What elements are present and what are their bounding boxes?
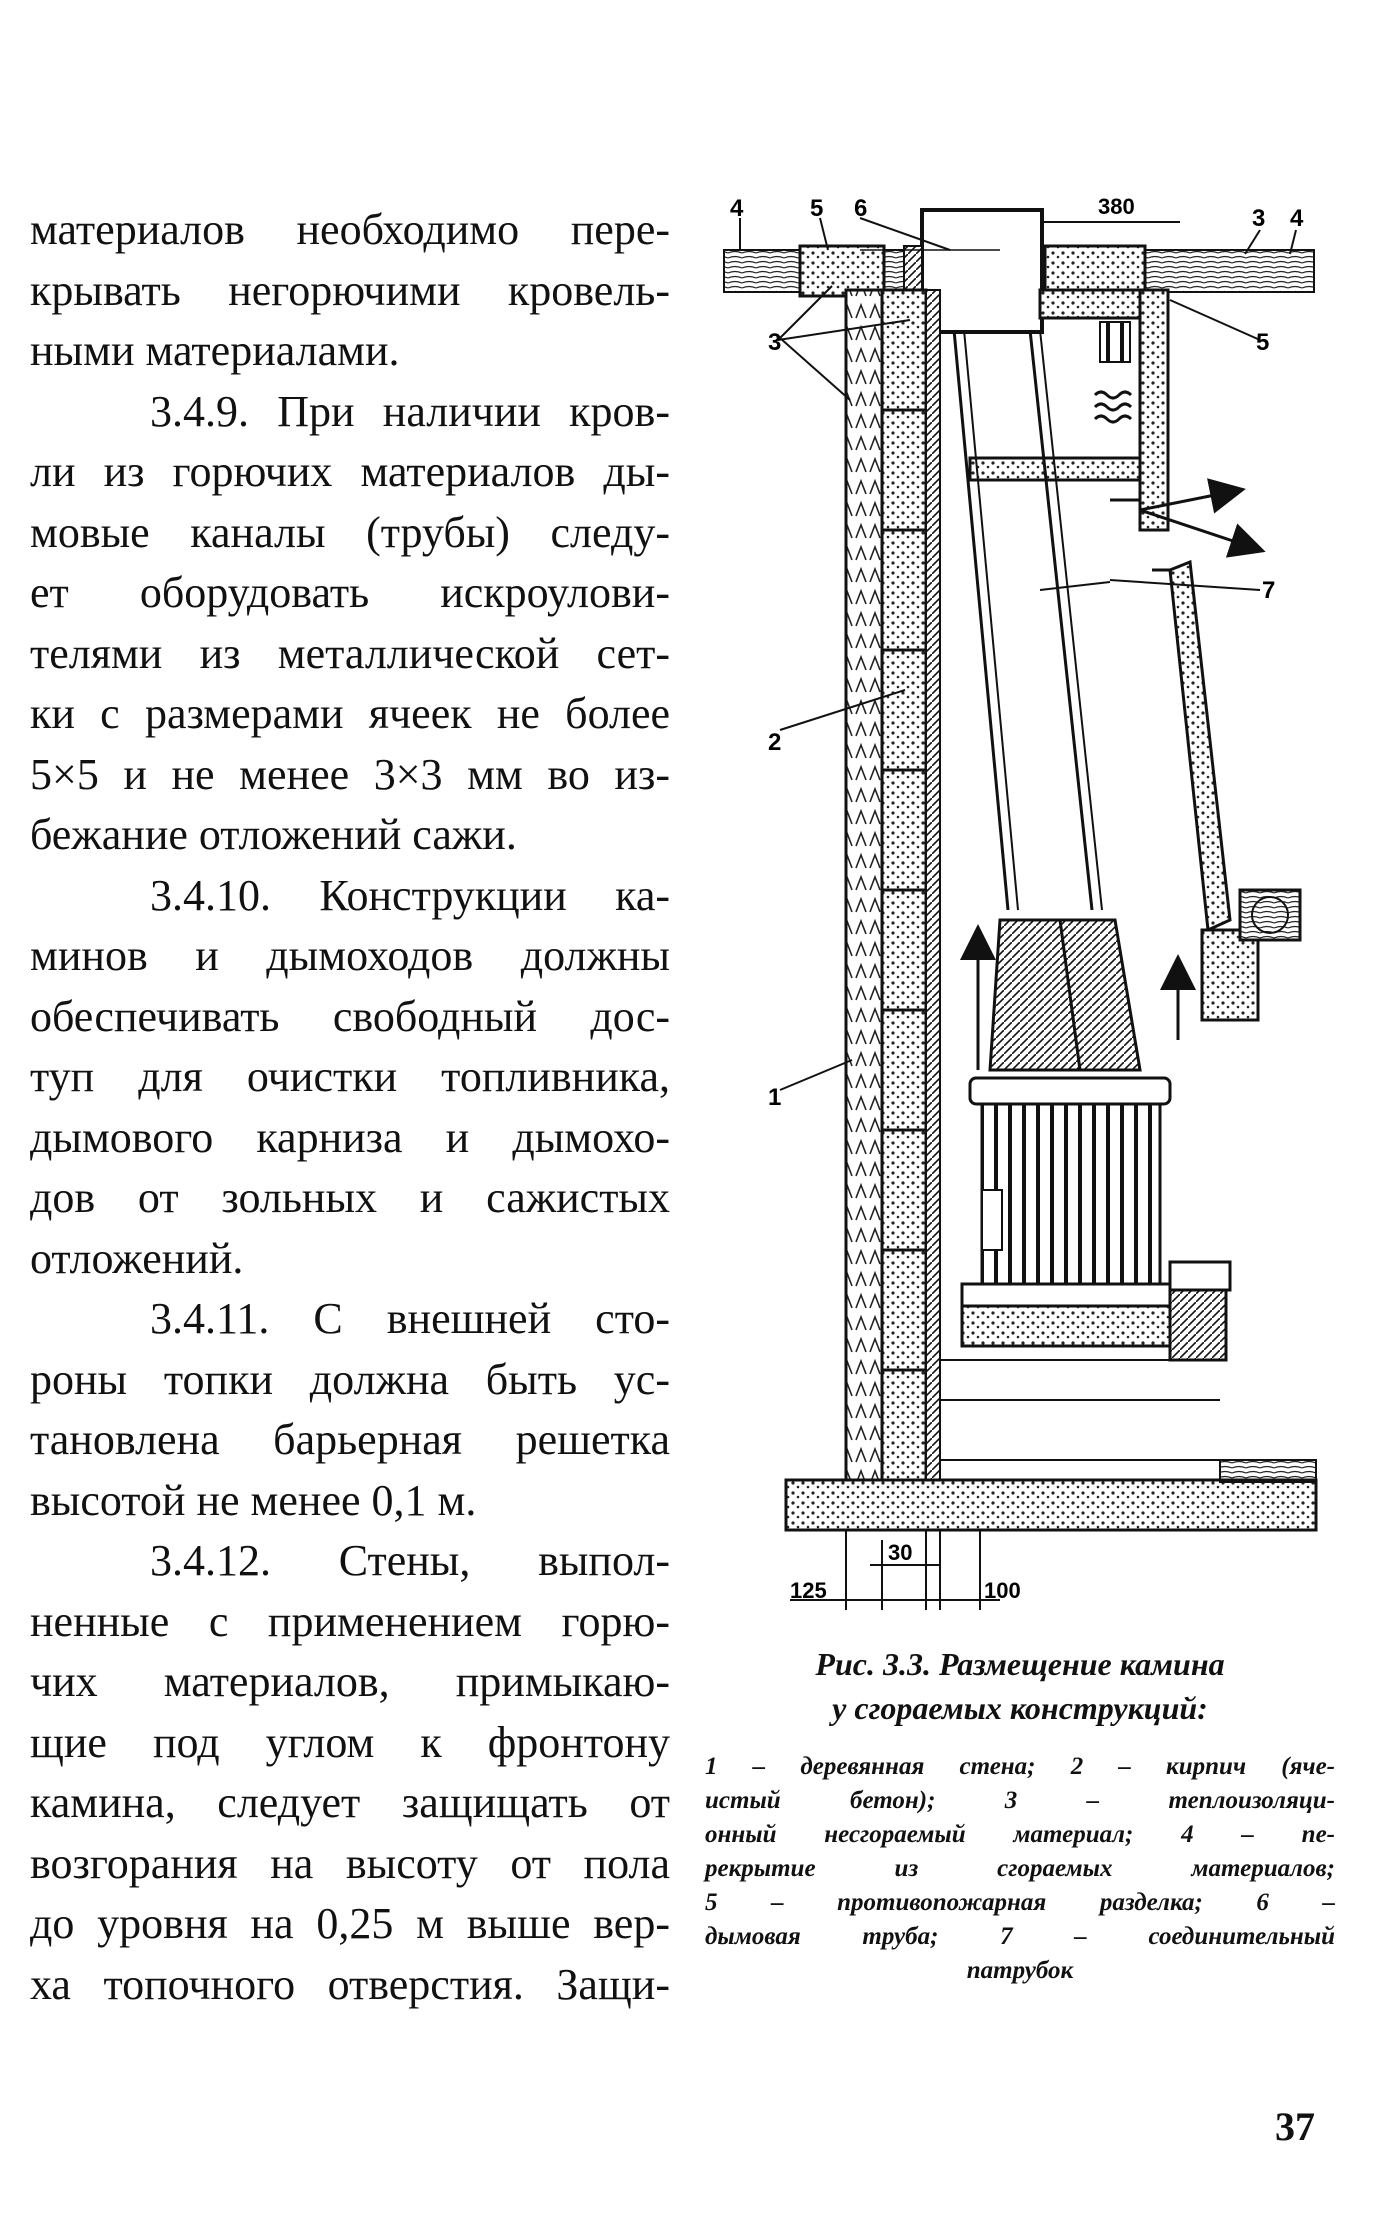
text-line: щие под углом к фронтону xyxy=(30,1717,670,1767)
insulation-layer xyxy=(926,290,940,1480)
mark-6: 6 xyxy=(854,195,868,222)
text-line: бежание отложений сажи. xyxy=(30,810,517,859)
caption-line: дымовая труба; 7 – соединительный xyxy=(705,1923,1335,1950)
text-line: ненные с применением горю- xyxy=(30,1596,670,1646)
paragraph-3-4-12-start: 3.4.12. Стены, выпол- xyxy=(150,1536,670,1585)
fireplace-drawing xyxy=(700,190,1340,1610)
mark-3-right: 3 xyxy=(1252,205,1266,232)
text-line: дов от зольных и сажистых xyxy=(30,1173,670,1222)
text-line: ки с размерами ячеек не более xyxy=(30,689,670,738)
caption-line: патрубок xyxy=(966,1957,1074,1984)
text-line: материалов необходимо пере- xyxy=(30,205,670,254)
text-line: ными материалами. xyxy=(30,326,400,375)
text-line: обеспечивать свободный дос- xyxy=(30,991,670,1041)
text-line: 5×5 и не менее 3×3 мм во из- xyxy=(30,749,670,799)
text-line: ет оборудовать искроулови- xyxy=(30,568,670,617)
firebox xyxy=(982,1104,1160,1284)
caption-title-line: у сгораемых конструкций: xyxy=(832,1690,1208,1726)
dim-380: 380 xyxy=(1098,194,1135,219)
mark-3-left: 3 xyxy=(768,329,782,356)
mark-7: 7 xyxy=(1262,577,1276,604)
mark-2: 2 xyxy=(768,729,782,756)
text-line: туп для очистки топливника, xyxy=(30,1052,670,1101)
page-number: 37 xyxy=(1275,2104,1315,2149)
mark-4-left: 4 xyxy=(730,195,744,222)
text-line: чих материалов, примыкаю- xyxy=(30,1657,670,1706)
text-line: дымового карниза и дымохо- xyxy=(30,1112,670,1162)
caption-line: 1 – деревянная стена; 2 – кирпич (яче- xyxy=(705,1753,1335,1780)
text-line: тановлена барьерная решетка xyxy=(30,1415,670,1464)
text-line: ли из горючих материалов ды- xyxy=(30,447,670,496)
text-line: возгорания на высоту от пола xyxy=(30,1838,670,1888)
caption-line: онный несгораемый материал; 4 – пе- xyxy=(705,1821,1335,1848)
text-line: мовые каналы (трубы) следу- xyxy=(30,507,670,557)
wooden-wall xyxy=(846,290,882,1480)
figure-caption-title xyxy=(700,1642,1340,1730)
text-line: отложений. xyxy=(30,1233,244,1283)
paragraph-3-4-11-start: 3.4.11. С внешней сто- xyxy=(150,1294,670,1343)
text-line: крывать негорючими кровель- xyxy=(30,265,670,315)
brick-wall xyxy=(882,290,926,1480)
mark-4-right: 4 xyxy=(1290,205,1304,232)
figure-caption-legend xyxy=(705,1750,1335,1988)
text-line: ха топочного отверстия. Защи- xyxy=(30,1959,670,2009)
text-line: до уровня на 0,25 м выше вер- xyxy=(30,1899,670,1948)
dim-30: 30 xyxy=(888,1540,913,1565)
text-line: камина, следует защищать от xyxy=(30,1778,670,1827)
text-line: телями из металлической сет- xyxy=(30,628,670,678)
caption-line: истый бетон); 3 – теплоизоляци- xyxy=(705,1787,1335,1814)
paragraph-3-4-10-start: 3.4.10. Конструкции ка- xyxy=(150,870,670,920)
mark-1: 1 xyxy=(768,1084,782,1111)
text-line: роны топки должна быть ус- xyxy=(30,1354,670,1404)
paragraph-3-4-9-start: 3.4.9. При наличии кров- xyxy=(150,386,670,436)
dim-100: 100 xyxy=(984,1578,1021,1603)
dim-125: 125 xyxy=(790,1578,827,1603)
floor-slab xyxy=(786,1480,1316,1530)
text-line: минов и дымоходов должны xyxy=(30,931,670,980)
mark-5-left: 5 xyxy=(810,195,824,222)
caption-line: рекрытие из сгораемых материалов; xyxy=(705,1855,1335,1882)
body-text-column xyxy=(30,200,670,2015)
caption-line: 5 – противопожарная разделка; 6 – xyxy=(705,1889,1335,1916)
text-line: высотой не менее 0,1 м. xyxy=(30,1475,477,1525)
fireplace-diagram xyxy=(700,190,1340,1610)
caption-title-line: Рис. 3.3. Размещение камина xyxy=(815,1646,1225,1682)
mark-5-right: 5 xyxy=(1256,329,1270,356)
